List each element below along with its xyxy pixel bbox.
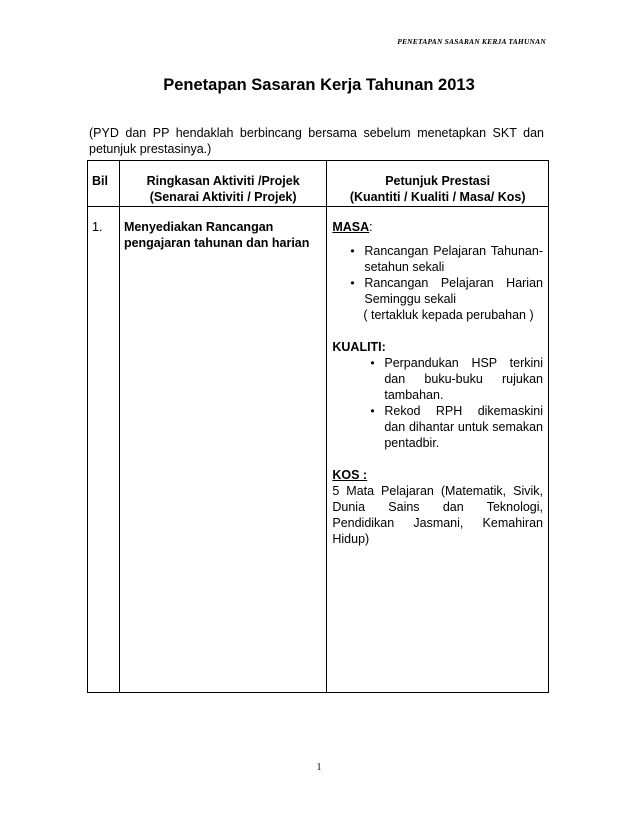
header-petunjuk	[327, 161, 549, 207]
masa-item: • Rancangan Pelajaran Tahunan-setahun sekali	[332, 243, 543, 275]
masa-item: • Rancangan Pelajaran Harian Seminggu sekali	[332, 275, 543, 307]
header-ringkasan-line2: (Senarai Aktiviti / Projek)	[149, 190, 297, 204]
header-petunjuk-line2: (Kuantiti / Kualiti / Masa/ Kos)	[349, 190, 526, 204]
masa-list	[332, 243, 543, 307]
masa-heading	[332, 219, 543, 235]
table-header-row	[88, 161, 549, 207]
kualiti-item: • Rekod RPH dikemaskini dan dihantar untuk semakan pentadbir.	[332, 403, 543, 451]
row-petunjuk	[327, 207, 549, 693]
header-ringkasan-line1: Ringkasan Aktiviti /Projek	[146, 174, 300, 188]
header-ringkasan	[119, 161, 326, 207]
row-ringkasan: Menyediakan Rancangan pengajaran tahunan dan harian	[119, 207, 326, 693]
row-bil: 1.	[88, 207, 120, 693]
page-number: 1	[316, 762, 322, 773]
instruction-note: (PYD dan PP hendaklah berbincang bersama sebelum menetapkan SKT dan petunjuk prestasinya.)	[89, 126, 544, 156]
table-row	[88, 207, 549, 693]
skt-table	[87, 160, 549, 693]
kualiti-label: KUALITI:	[332, 340, 386, 354]
masa-label: MASA	[332, 220, 370, 234]
kos-label: KOS :	[332, 468, 368, 482]
header-bil: Bil	[88, 161, 120, 207]
masa-suffix: :	[369, 220, 373, 234]
kualiti-item: • Perpandukan HSP terkini dan buku-buku rujukan tambahan.	[332, 355, 543, 403]
masa-note: ( tertakluk kepada perubahan )	[363, 308, 534, 322]
document-title: Penetapan Sasaran Kerja Tahunan 2013	[163, 76, 475, 94]
header-petunjuk-line1: Petunjuk Prestasi	[385, 174, 491, 188]
running-header: PENETAPAN SASARAN KERJA TAHUNAN	[397, 37, 546, 46]
kualiti-list	[332, 355, 543, 451]
kos-text: 5 Mata Pelajaran (Matematik, Sivik, Dunia Sains dan Teknologi, Pendidikan Jasmani, Kemahiran Hidup)	[332, 484, 543, 546]
